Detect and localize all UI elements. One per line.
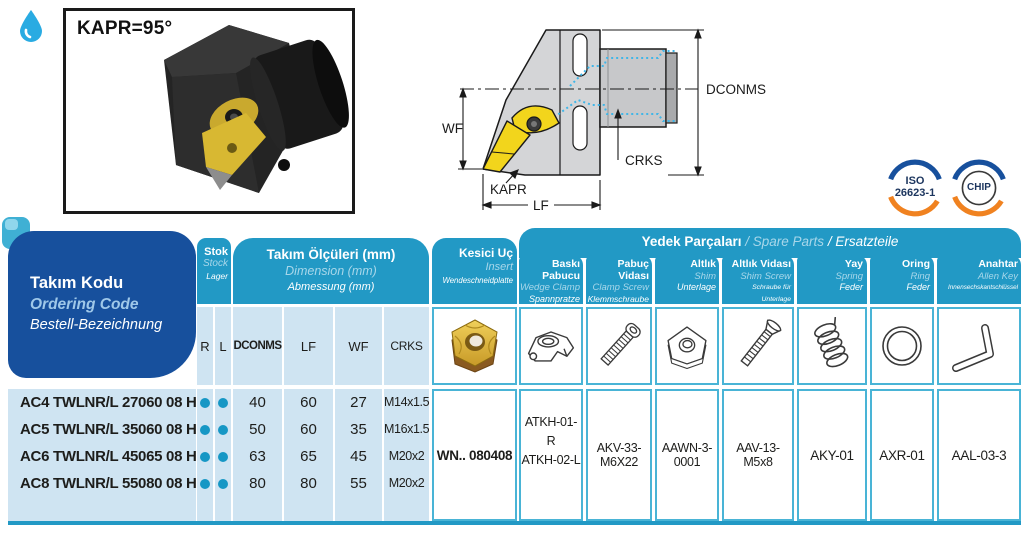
shim-icon [660,322,714,370]
coolant-drop-icon [18,9,44,43]
technical-drawing [430,2,870,216]
insert-value-cell: WN.. 080408 [432,389,517,521]
cell-wf: 45 [350,448,367,465]
ordering-code-column [8,389,196,521]
spring-cell [797,307,867,385]
wedge-clamp-icon [523,325,579,367]
col-label-l: L [215,307,231,385]
allen-key-cell [937,307,1021,385]
lf-column [284,389,333,521]
wedge-clamp-cell [519,307,583,385]
header-insert: Kesici Uç Insert Wendeschneidplatte [432,238,517,304]
dconms-column [233,389,282,521]
shim-screw-icon [730,316,786,376]
ordering-code-title-de: Bestell-Bezeichnung [30,317,163,333]
row-code: AC8 TWLNR/L 55080 08 H [20,475,197,492]
dim-label-lf: LF [533,198,549,213]
stock-dot-l [218,479,228,489]
col-label-crks: CRKS [384,307,429,385]
shim-screw-cell [722,307,794,385]
dim-label-dconms: DCONMS [706,82,766,97]
header-spare-parts-band: Yedek Parçaları / Spare Parts / Ersatzteile [519,228,1021,258]
stock-dot-r [200,479,210,489]
header-shim-screw: Altlık Vidası Shim Screw Schraube für Unterlage [722,255,794,304]
cell-lf: 60 [300,394,317,411]
header-allen-key: Anahtar Allen Key Innensechskantschlüssel [937,255,1021,304]
cell-dconms: 50 [249,421,266,438]
kapr-angle-label: KAPR=95° [77,18,173,39]
shim-cell [655,307,719,385]
spring-icon [806,317,858,375]
dim-label-crks: CRKS [625,153,663,168]
o-ring-icon [877,321,927,371]
table-bottom-rule [8,521,1021,525]
stock-dot-l [218,398,228,408]
insert-gold-icon [439,316,511,376]
row-code: AC6 TWLNR/L 45065 08 H [20,448,197,465]
header-shim: Altlık Shim Unterlage [655,255,719,304]
product-photo [114,15,349,207]
cell-lf: 80 [300,475,317,492]
clamp-screw-icon [591,318,647,374]
cell-lf: 60 [300,421,317,438]
crks-column [384,389,429,521]
cell-crks: M20x2 [388,449,425,463]
wf-column [335,389,382,521]
col-label-r: R [197,307,213,385]
stock-l-column [215,389,231,521]
col-label-wf: WF [335,307,382,385]
clamp-screw-value-cell: AKV-33-M6X22 [586,389,652,521]
product-photo-box [63,8,355,214]
header-stock: Stok Stock Lager [197,238,231,304]
cell-dconms: 80 [249,475,266,492]
cell-crks: M16x1.5 [384,422,430,436]
chip-badge [950,159,1008,217]
ordering-code-title-tr: Takım Kodu [30,274,124,292]
cell-wf: 55 [350,475,367,492]
allen-key-icon [948,318,1010,374]
row-code: AC4 TWLNR/L 27060 08 H [20,394,197,411]
wedge-clamp-value-cell: ATKH-01-R ATKH-02-L [519,389,583,521]
chip-badge-text: CHIP [967,182,991,193]
o-ring-value-cell: AXR-01 [870,389,934,521]
ordering-code-panel [8,231,196,378]
cell-dconms: 63 [249,448,266,465]
cell-crks: M20x2 [388,476,425,490]
cell-lf: 65 [300,448,317,465]
page-index-tab-notch [5,219,18,230]
stock-r-column [197,389,213,521]
header-clamp-screw: Pabuç Vidası Clamp Screw Klemmschraube [586,255,652,304]
header-dimensions: Takım Ölçüleri (mm) Dimension (mm) Abmessung (mm) [233,238,429,304]
stock-dot-r [200,452,210,462]
stock-dot-l [218,425,228,435]
col-label-lf: LF [284,307,333,385]
iso-badge [886,159,944,217]
header-o-ring: Oring Ring Feder [870,255,934,304]
stock-dot-l [218,452,228,462]
dim-label-wf: WF [442,121,463,136]
cell-wf: 35 [350,421,367,438]
o-ring-cell [870,307,934,385]
iso-badge-text: ISO 26623-1 [894,175,936,199]
header-wedge-clamp: Baskı Pabucu Wedge Clamp Spannpratze [519,255,583,304]
clamp-screw-cell [586,307,652,385]
spring-value-cell: AKY-01 [797,389,867,521]
insert-icon-cell [432,307,517,385]
shim-value-cell: AAWN-3-0001 [655,389,719,521]
dim-label-kapr: KAPR [490,182,527,197]
shim-screw-value-cell: AAV-13-M5x8 [722,389,794,521]
header-spring: Yay Spring Feder [797,255,867,304]
cell-dconms: 40 [249,394,266,411]
stock-dot-r [200,398,210,408]
cell-crks: M14x1.5 [384,395,430,409]
allen-key-value-cell: AAL-03-3 [937,389,1021,521]
cell-wf: 27 [350,394,367,411]
col-label-dconms: DCONMS [233,307,282,385]
ordering-code-title-en: Ordering Code [30,296,139,313]
stock-dot-r [200,425,210,435]
row-code: AC5 TWLNR/L 35060 08 H [20,421,197,438]
